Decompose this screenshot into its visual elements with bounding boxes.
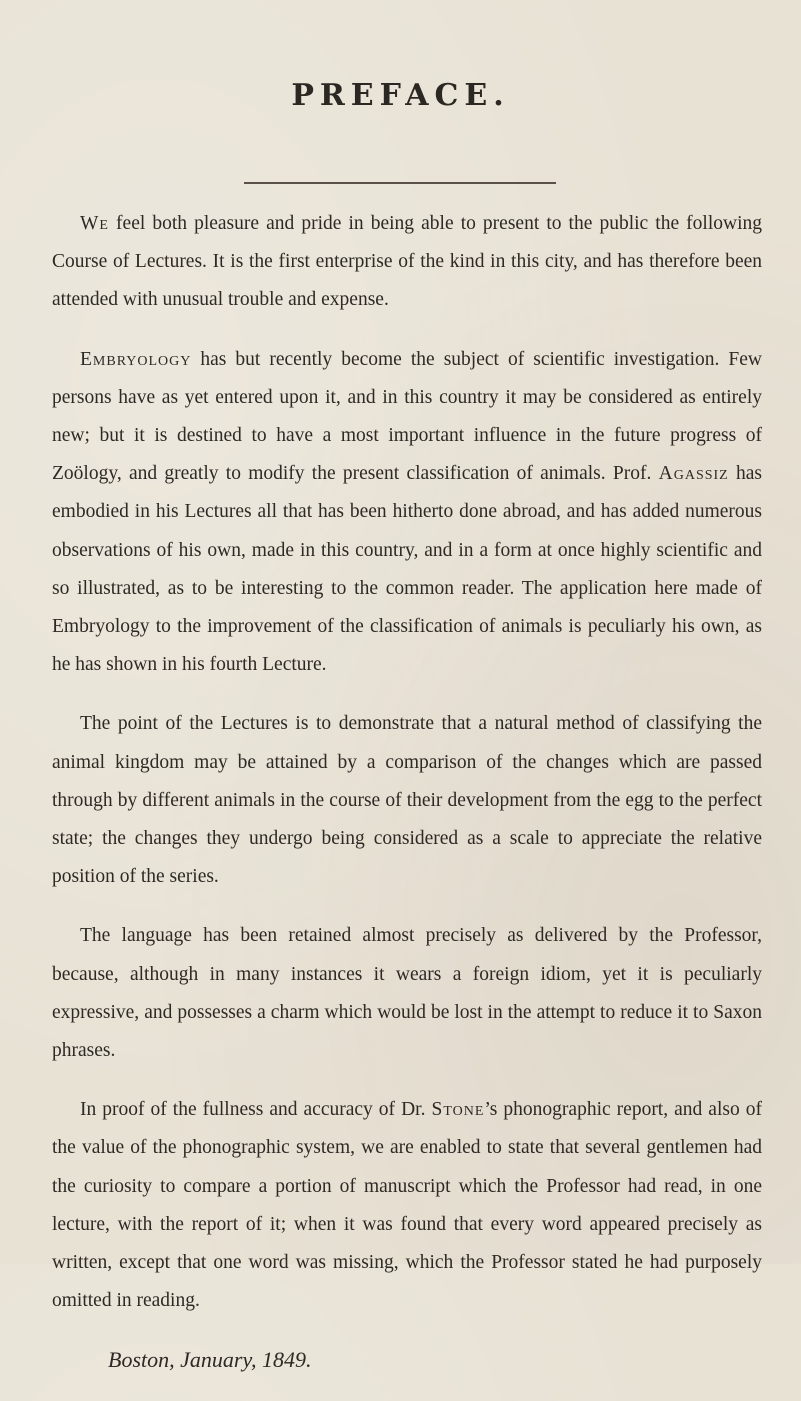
paragraph-1-lead: We (80, 213, 109, 234)
paragraph-1 (52, 205, 762, 320)
paragraph-5-text-b: ’s phonographic report, and also of the value of the phonographic system, we are enabled to state that several gentlemen had the curiosity to compare a portion of manuscript which the Professor had read, in one lecture, with the report of it; when it was found that every word appeared precisely as written, except that one word was missing, which the Professor stated he had purposely omitted in reading. (52, 1099, 762, 1312)
paragraph-5-text-a: In proof of the fullness and accuracy of Dr. (80, 1099, 432, 1121)
stone-name: Stone (431, 1099, 485, 1121)
paragraph-4: The language has been retained almost precisely as delivered by the Professor, because, although in many instances it wears a foreign idiom, yet it is peculiarly expressive, and possesses a charm which would be lost in the attempt to reduce it to Saxon phrases. (52, 925, 762, 1062)
agassiz-name: Agassiz (658, 463, 729, 485)
preface-body (52, 205, 762, 1401)
paragraph-1-text: feel both pleasure and pride in being able to present to the public the following Course of Lectures. It is the first enterprise of the kind in this city, and has therefore been attended with unusual trouble and expense. (52, 213, 762, 311)
paragraph-2-lead: Embryology (80, 348, 192, 370)
signature-line: Boston, January, 1849. (108, 1347, 312, 1373)
page-title: PREFACE. (291, 78, 510, 113)
paragraph-2 (52, 341, 762, 685)
title-divider (244, 182, 556, 184)
paragraph-3: The point of the Lectures is to demonstrate that a natural method of classifying the animal kingdom may be attained by a comparison of the changes which are passed through by different animals in the course of their development from the egg to the perfect state; the changes they undergo being considered as a scale to appreciate the relative position of the series. (52, 713, 762, 888)
paragraph-2-text-a: has but recently become the subject of scientific investigation. Few persons have as yet entered upon it, and in this country it may be considered as entirely new; but it is destined to have a most important influence in the future progress of Zoölogy, and greatly to modify the present classification of animals. Prof. (52, 348, 762, 485)
paragraph-5 (52, 1091, 762, 1320)
paragraph-2-text-b: has embodied in his Lectures all that has been hitherto done abroad, and has added numerous observations of his own, made in this country, and in a form at once highly scientific and so illustrated, as to be interesting to the common reader. The application here made of Embryology to the improvement of the classification of animals is peculiarly his own, as he has shown in his fourth Lecture. (52, 463, 762, 676)
